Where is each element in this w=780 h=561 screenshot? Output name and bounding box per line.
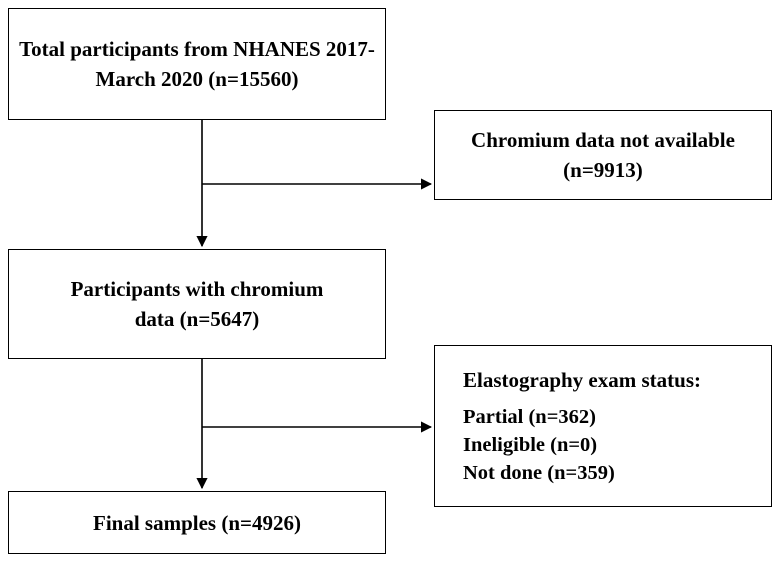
total-participants-line2: March 2020 (n=15560) — [95, 67, 299, 91]
participants-with-chromium-line1: Participants with chromium — [70, 277, 324, 301]
participants-with-chromium-box — [8, 249, 386, 359]
chromium-not-available-line1: Chromium data not available — [471, 128, 735, 152]
final-samples-box — [8, 491, 386, 554]
total-participants-line1: Total participants from NHANES 2017- — [19, 37, 375, 61]
chromium-not-available-line2: (n=9913) — [563, 158, 643, 182]
elastography-exclusion-box — [434, 345, 772, 507]
elastography-header: Elastography exam status: — [463, 368, 702, 392]
elastography-item-partial: Partial (n=362) — [463, 406, 596, 428]
elastography-item-ineligible: Ineligible (n=0) — [463, 434, 598, 456]
total-participants-box — [8, 8, 386, 120]
elastography-item-not-done: Not done (n=359) — [463, 462, 615, 484]
participants-with-chromium-line2: data (n=5647) — [134, 307, 260, 331]
chromium-not-available-box — [434, 110, 772, 200]
final-samples-line1: Final samples (n=4926) — [93, 510, 301, 535]
